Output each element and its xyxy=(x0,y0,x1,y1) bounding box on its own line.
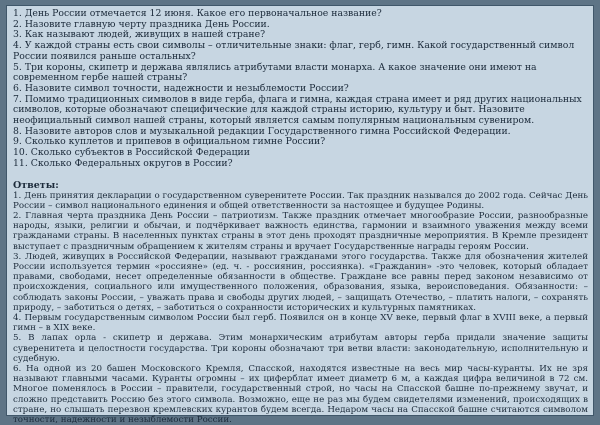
question-item: 3. Как называют людей, живущих в нашей стране? xyxy=(13,29,266,41)
answer-item: 1. День принятия декларации о государственном суверенитете России. Так праздник назывался до 2002 года. Сейчас День России – символ национального единения и общей ответственности за настоящее и будущее Родины. xyxy=(13,190,588,211)
question-item: 11. Сколько Федеральных округов в России? xyxy=(13,157,233,169)
quiz-panel xyxy=(6,5,594,425)
answer-item: 2. Главная черта праздника День России – патриотизм. Также праздник отмечает многообразие России, разнообразные народы, языки, религии и обычаи, и подчёркивает важность единства, гармонии и взаимного уважения между всеми гражданами страны. В населенных пунктах страны в этот день проходят праздничные мероприятия. В Кремле президент выступает с праздничным обращением к жителям страны и вручает Государственные награды героям России. xyxy=(13,210,588,252)
question-item: 5. Три короны, скипетр и держава являлись атрибутами власти монарха. А какое значение они имеют на современном гербе нашей страны? xyxy=(13,61,537,84)
answers-heading: Ответы: xyxy=(13,179,59,191)
question-item: 1. День России отмечается 12 июня. Какое его первоначальное название? xyxy=(13,8,382,19)
question-item: 8. Назовите авторов слов и музыкальной редакции Государственного гимна Российской Федерации. xyxy=(13,125,511,137)
answer-item: 6. На одной из 20 башен Московского Кремля, Спасской, находятся известные на весь мир часы-куранты. Их не зря называют главными часами. Куранты огромны – их циферблат имеет диаметр 6 м, а каждая цифра величиной в 72 см. Многое поменялось в России – правители, государственный строй, но часы на Спасской башне по-прежнему звучат, и сложно представить Россию без этого символа. Возможно, еще не раз мы будем свидетелями изменений, происходящих в стране, но слышать перезвон кремлевских курантов будем всегда. Недаром часы на Спасской башне считаются символом точности, надежности и незыблемости России. xyxy=(13,364,588,425)
question-item: 9. Сколько куплетов и припевов в официальном гимне России? xyxy=(13,136,326,148)
question-item: 7. Помимо традиционных символов в виде герба, флага и гимна, каждая страна имеет и ряд других национальных символов, которые обозначают специфические для каждой страны историю, культуру и быт. Назовите неофициальный символ нашей страны, который является самым популярным национальным сувениром. xyxy=(13,93,582,127)
question-item: 2. Назовите главную черту праздника День России. xyxy=(13,18,270,30)
section-spacer xyxy=(13,170,588,180)
questions-list xyxy=(13,9,588,170)
question-item: 10. Сколько субъектов в Российской Федерации xyxy=(13,147,250,159)
answer-item: 4. Первым государственным символом России был герб. Появился он в конце XV веке, первый флаг в XVIII веке, а первый гимн – в XIX веке. xyxy=(13,312,588,334)
answer-item: 5. В лапах орла - скипетр и держава. Этим монархическим атрибутам авторы герба придали значение защиты суверенитета и целостности государства. Три короны обозначают три ветви власти: законодательную, исполнительную и судебную. xyxy=(13,333,588,364)
question-item: 6. Назовите символ точности, надежности и незыблемости России? xyxy=(13,82,349,94)
answers-list xyxy=(13,191,588,425)
question-item: 4. У каждой страны есть свои символы – отличительные знаки: флаг, герб, гимн. Какой государственный символ России появился раньше остальных? xyxy=(13,40,575,62)
answer-item: 3. Людей, живущих в Российской Федерации, называют гражданами этого государства. Также для обозначения жителей России используется термин «россияне» (ед. ч. - россиянин, россиянка). «Гражданин» -это человек, который обладает правами, свободами, несет определенные обязанности в обществе. Граждане все равны перед законом независимо от происхождения, социального или имущественного положения, образования, языка, вероисповедания. Обязанности: – соблюдать законы России, – уважать права и свободы других людей, – защищать Отечество, – платить налоги, – сохранять природу, – заботиться о детях, – заботиться о сохранности исторических и культурных памятниках. xyxy=(13,251,588,313)
